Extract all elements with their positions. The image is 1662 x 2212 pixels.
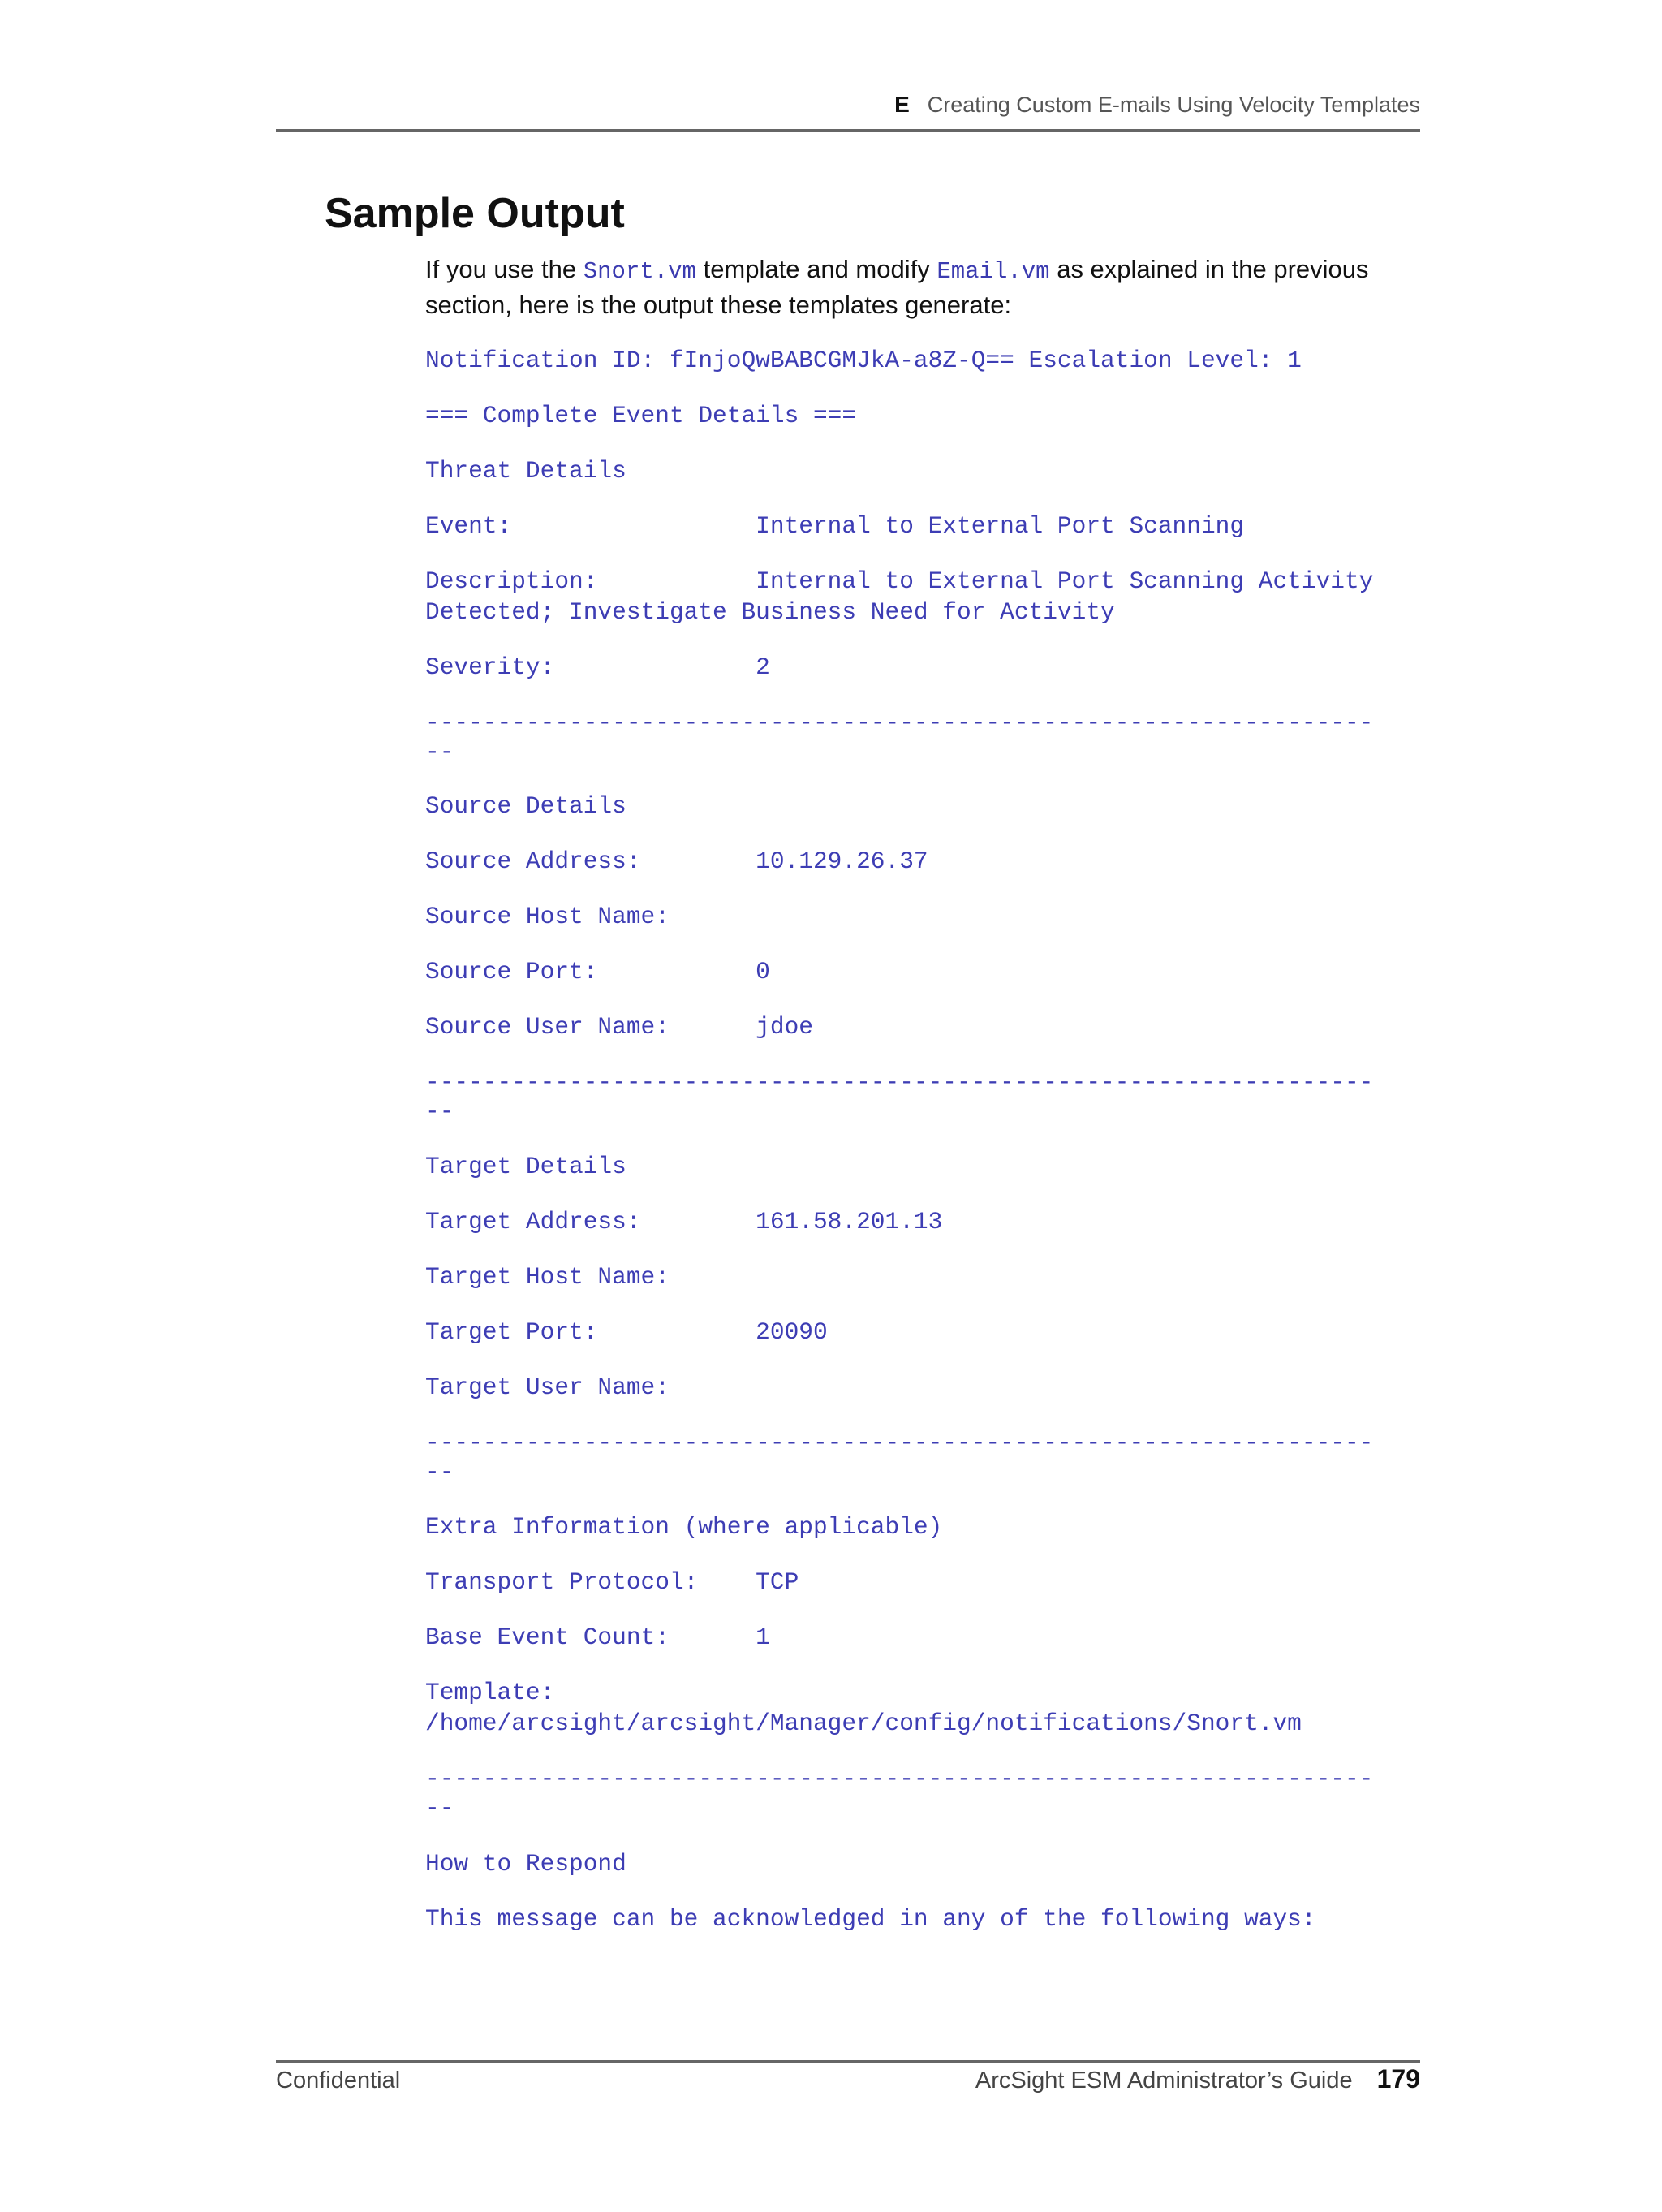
footer-guide-info (975, 2063, 1420, 2097)
intro-text-1: If you use the (425, 255, 583, 283)
divider-line: ------------------------------------------------------------------ (425, 1068, 1374, 1096)
severity-line: Severity: 2 (425, 653, 770, 681)
email-vm-code: Email.vm (936, 258, 1050, 285)
notification-line: Notification ID: fInjoQwBABCGMJkA-a8Z-Q== Escalation Level: 1 (425, 347, 1302, 374)
base-event-count-line: Base Event Count: 1 (425, 1623, 770, 1651)
transport-protocol-line: Transport Protocol: TCP (425, 1568, 799, 1596)
target-user-line: Target User Name: (425, 1373, 670, 1401)
target-port-line: Target Port: 20090 (425, 1318, 828, 1346)
source-address-line: Source Address: 10.129.26.37 (425, 847, 928, 875)
intro-paragraph (425, 252, 1399, 321)
description-line-2: Detected; Investigate Business Need for Activity (425, 598, 1115, 626)
template-label-line: Template: (425, 1679, 555, 1706)
intro-text-2: template and modify (695, 255, 937, 283)
threat-details-heading: Threat Details (425, 457, 626, 485)
extra-info-heading: Extra Information (where applicable) (425, 1513, 943, 1541)
divider-line: ------------------------------------------------------------------ (425, 1765, 1374, 1792)
source-host-line: Source Host Name: (425, 903, 670, 930)
running-header (276, 92, 1420, 118)
chapter-title: Creating Custom E-mails Using Velocity Templates (927, 93, 1420, 117)
divider-line: ------------------------------------------------------------------ (425, 1429, 1374, 1456)
snort-vm-code: Snort.vm (583, 258, 696, 285)
how-to-respond-heading: How to Respond (425, 1850, 626, 1878)
divider-line-tail: -- (425, 738, 454, 765)
target-address-line: Target Address: 161.58.201.13 (425, 1208, 943, 1235)
divider-line: ------------------------------------------------------------------ (425, 709, 1374, 736)
section-title: Sample Output (325, 190, 625, 237)
respond-text-line: This message can be acknowledged in any of the following ways: (425, 1905, 1316, 1933)
divider-line-tail: -- (425, 1458, 454, 1485)
footer-confidential: Confidential (276, 2068, 401, 2093)
source-details-heading: Source Details (425, 792, 626, 820)
source-user-line: Source User Name: jdoe (425, 1013, 813, 1041)
page-number: 179 (1376, 2064, 1420, 2093)
divider-line-tail: -- (425, 1794, 454, 1822)
chapter-letter: E (894, 92, 910, 117)
divider-line-tail: -- (425, 1097, 454, 1125)
complete-details-header: === Complete Event Details === (425, 402, 857, 429)
event-line: Event: Internal to External Port Scanning (425, 512, 1245, 540)
header-rule (276, 129, 1420, 132)
source-port-line: Source Port: 0 (425, 958, 770, 985)
description-line-1: Description: Internal to External Port Scanning Activity (425, 567, 1374, 595)
guide-title: ArcSight ESM Administrator’s Guide (975, 2068, 1353, 2093)
intro-text-3: as explained in the previous section, here is the output these templates generate: (425, 255, 1369, 319)
target-host-line: Target Host Name: (425, 1263, 670, 1291)
template-path-line: /home/arcsight/arcsight/Manager/config/notifications/Snort.vm (425, 1710, 1302, 1737)
target-details-heading: Target Details (425, 1153, 626, 1180)
